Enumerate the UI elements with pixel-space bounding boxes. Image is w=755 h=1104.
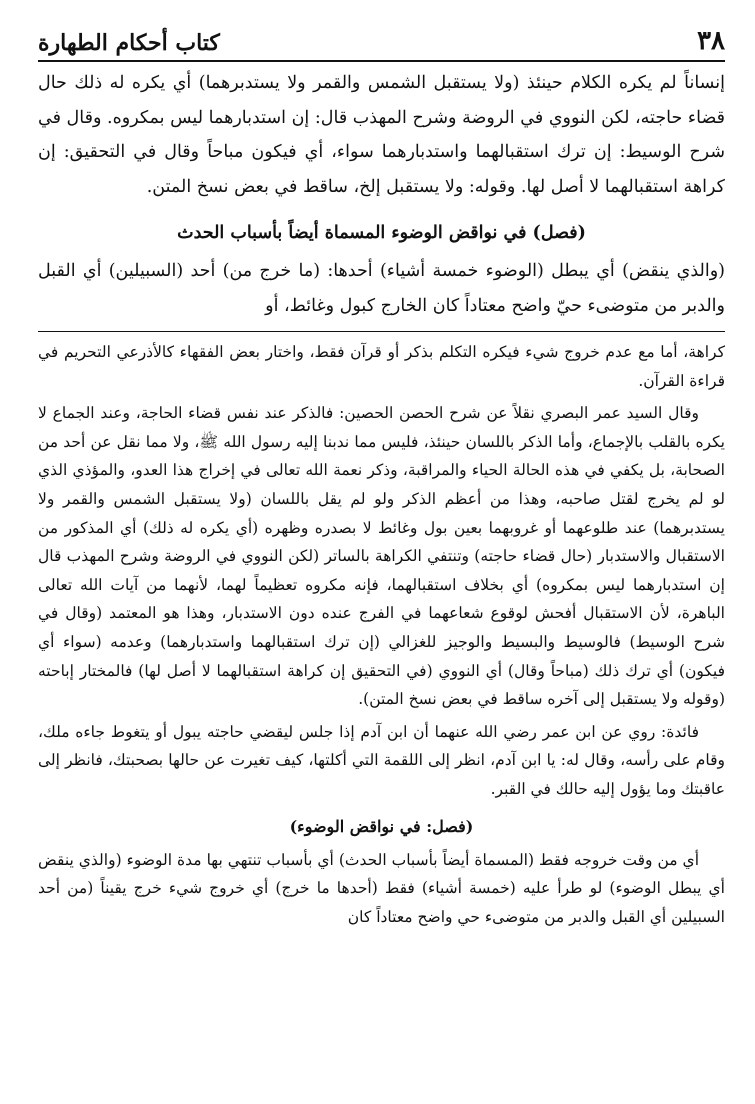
page-header [38,28,725,62]
commentary-paragraph: أي من وقت خروجه فقط (المسماة أيضاً بأسباب الحدث) أي بأسباب تنتهي بها مدة الوضوء (والذي ينقض أي يبطل الوضوء) لو طرأ عليه (خمسة أشياء) فقط (أحدها ما خرج) أي خروج شيء خرج يقيناً (من أحد السبيلين أي القبل والدبر من متوضىء حي واضح معتاداً كان [38,850,725,926]
book-title: كتاب أحكام الطهارة [38,30,220,56]
commentary-text [38,338,725,931]
commentary-paragraph: وقال السيد عمر البصري نقلاً عن شرح الحصن الحصين: فالذكر عند نفس قضاء الحاجة، وعند الجماع لا يكره بالقلب بالإجماع، وأما الذكر باللسان حينئذ، فليس مما ندبنا إليه رسول الله ﷺ، ولا مما نقل عن أحد من الصحابة، بل يكفي في هذه الحالة الحياء والمراقبة، وذكر نعمة الله تعالى في إخراج هذا العدو، والمؤذي الذي لو لم يخرج لقتل صاحبه، وهذا من أعظم الذكر ولو لم يقل باللسان (ولا يستقبل الشمس والقمر ولا يستدبرهما) عند طلوعهما أو غروبهما بعين بول وغائط لا بصدره وظهره (أي يكره له ذلك) أي المذكور من الاستقبال والاستدبار (حال قضاء حاجته) وتنتفي الكراهة بالساتر (لكن النووي في الروضة وشرح المهذب قال إن استدبارهما ليس بمكروه) أي بخلاف استقبالهما، فإنه مكروه تعظيماً لهما، لأنهما من آيات الله تعالى الباهرة، لأن الاستقبال أفحش لوقوع شعاعهما في الفرج عنده دون الاستدبار، وهذا هو المعتمد (وقال في شرح الوسيط) فالوسيط والبسيط والوجيز للغزالي (إن ترك استقبالهما واستدبارهما) وعدمه (سواء أي فيكون) أي ترك ذلك (مباحاً وقال) أي النووي (في التحقيق إن كراهة استقبالهما لا أصل لها) فالمختار إباحته (وقوله ولا يستقبل إلى آخره ساقط في بعض نسخ المتن). [38,404,725,709]
commentary-divider [38,331,725,332]
commentary-section-heading: (فصل: في نواقض الوضوء) [289,816,474,836]
main-text-paragraph: إنساناً لم يكره الكلام حينئذ (ولا يستقبل الشمس والقمر ولا يستدبرهما) أي يكره له ذلك حال قضاء حاجته، لكن النووي في الروضة وشرح المهذب قال: إن استدبارهما ليس بمكروه. وقال في شرح الوسيط: إن ترك استقبالهما واستدبارهما سواء، أي فيكون مباحاً وقال في التحقيق: إن كراهة استقبالهما لا أصل لها. وقوله: ولا يستقبل إلخ، ساقط في بعض نسخ المتن. [38,73,725,197]
main-text-paragraph: (والذي ينقض) أي يبطل (الوضوء خمسة أشياء) أحدها: (ما خرج من) أحد (السبيلين) أي القبل والدبر من متوضىء حيّ واضح معتاداً كان الخارج كبول وغائط، أو [38,261,725,316]
main-text [38,66,725,323]
page-number: ٣٨ [697,26,725,56]
section-heading: (فصل) في نواقض الوضوء المسماة أيضاً بأسباب الحدث [177,223,586,243]
benefit-paragraph: فائدة: روي عن ابن عمر رضي الله عنهما أن ابن آدم إذا جلس ليقضي حاجته يبول أو يتغوط جاءه ملك، وقام على رأسه، وقال له: يا ابن آدم، انظر إلى اللقمة التي أكلتها، كيف تغيرت عن حالها بصحبتك، فانظر إلى عاقبتك وما يؤول إليه حالك في القبر. [38,722,725,798]
commentary-paragraph: كراهة، أما مع عدم خروج شيء فيكره التكلم بذكر أو قرآن فقط، واختار بعض الفقهاء كالأذرعي التحريم في قراءة القرآن. [38,343,725,390]
